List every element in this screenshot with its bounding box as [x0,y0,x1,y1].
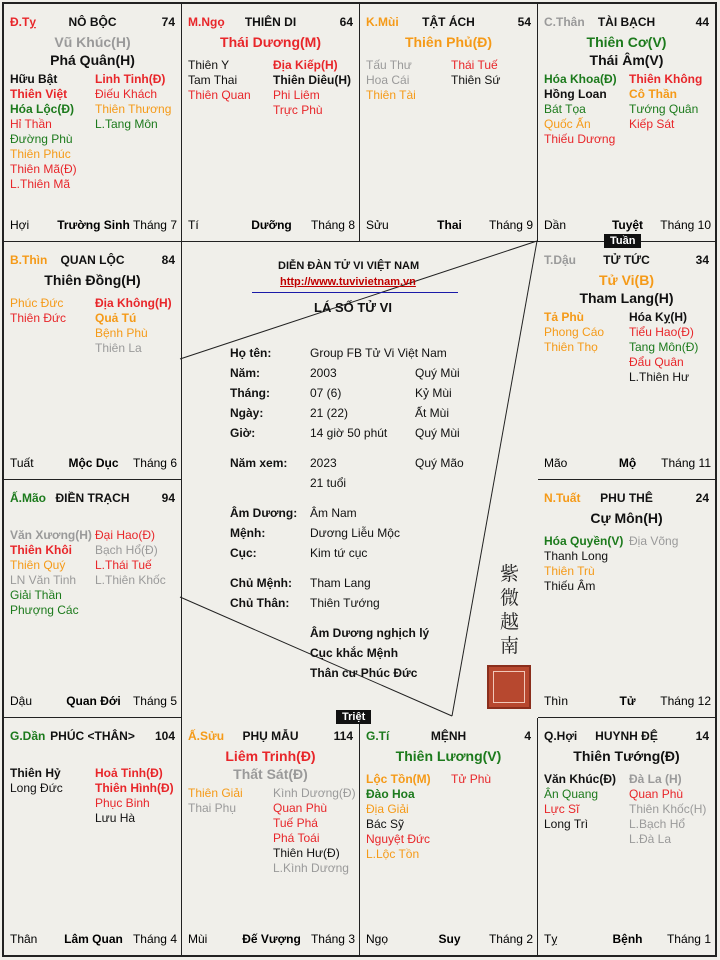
red-seal-stamp [487,665,531,709]
palace-position: Hợi [10,218,30,232]
palace-score: 74 [161,15,175,29]
palace-position: Dần [544,218,567,232]
label-day: Ngày: [230,406,264,420]
minor-star: Bác Sỹ [366,817,405,831]
palace-branch: Q.Hợi [544,729,578,743]
minor-star: L.Lộc Tồn [366,847,420,861]
minor-star: L.Thiên Khốc [95,573,166,587]
minor-star: Thiên Diêu(H) [273,73,351,87]
palace-name: QUAN LỘC [60,253,125,267]
chart-title: LÁ SỐ TỬ VI [314,300,392,315]
value-hour: 14 giờ 50 phút [310,426,388,440]
palace-month: Tháng 12 [660,694,711,708]
value-month-canchi: Kỷ Mùi [415,386,452,400]
palace-month: Tháng 10 [660,218,711,232]
minor-star: Đẩu Quân [629,355,684,369]
note-1: Âm Dương nghịch lý [310,626,430,640]
major-star: Thiên Tướng(Đ) [573,748,680,764]
palace-month: Tháng 7 [132,218,177,232]
minor-star: Hóa Khoa(Đ) [544,72,617,86]
major-star: Thiên Cơ(V) [586,34,667,50]
minor-star: Hữu Bật [10,72,58,86]
value-chu-than: Thiên Tướng [310,596,380,610]
minor-star: Thiên Mã(Đ) [10,162,77,176]
value-day: 21 (22) [310,406,349,420]
palace-score: 24 [695,491,709,505]
palace-month: Tháng 6 [132,456,177,470]
minor-star: Thanh Long [544,549,609,563]
minor-star: Thiên Đức [10,311,67,325]
minor-star: Giải Thần [10,588,62,602]
palace-position: Tí [188,218,199,232]
palace-name: MỆNH [430,729,467,743]
minor-star: Tang Môn(Đ) [629,340,699,354]
center-info-panel [180,240,536,716]
value-month: 07 (6) [310,386,342,400]
palace-branch: Đ.Tỵ [10,15,37,29]
note-3: Thân cư Phúc Đức [310,666,418,680]
label-chu-than: Chủ Thân: [230,596,290,610]
minor-star: Hóa Lộc(Đ) [10,102,74,116]
life-stage: Lâm Quan [64,932,123,946]
minor-star: Thiên Sứ [451,73,501,87]
palace-month: Tháng 11 [661,456,711,470]
palace-name: ĐIỀN TRẠCH [55,491,130,505]
minor-star: Thai Phụ [188,801,237,815]
value-menh: Dương Liễu Mộc [310,526,400,540]
minor-star: Địa Giải [366,802,409,816]
minor-star: Văn Xương(H) [10,528,92,542]
palace-branch: M.Ngọ [188,15,225,29]
minor-star: Long Đức [10,781,63,795]
minor-star: Kình Dương(Đ) [273,786,356,800]
minor-star: Đại Hao(Đ) [95,528,156,542]
minor-star: Phá Toái [273,831,320,845]
minor-star: Lộc Tồn(M) [366,772,431,786]
palace-name: THIÊN DI [244,15,297,29]
minor-star: Thiên Khôi [10,543,72,557]
minor-star: Thiên Không [629,72,703,86]
value-year-canchi: Quý Mùi [415,366,460,380]
minor-star: L.Thiên Mã [10,177,71,191]
minor-star: Thiên Hình(Đ) [95,781,174,795]
palace-score: 4 [524,729,531,743]
minor-star: Tiểu Hao(Đ) [629,325,694,339]
value-view-year: 2023 [310,456,337,470]
minor-star: Đường Phù [10,132,73,146]
minor-star: LN Văn Tinh [10,573,77,587]
minor-star: Thiên Quan [188,88,251,102]
minor-star: Hoa Cái [366,73,410,87]
minor-star: L.Thiên Hư [629,370,690,384]
palace-score: 44 [695,15,709,29]
palace-score: 14 [695,729,709,743]
minor-star: L.Bạch Hổ [629,817,686,831]
minor-star: Quan Phù [629,787,684,801]
minor-star: Tuế Phá [273,816,318,830]
life-stage: Bệnh [612,932,643,946]
label-month: Tháng: [230,386,270,400]
life-stage: Trường Sinh [57,218,130,232]
value-age: 21 tuổi [310,476,347,490]
value-hour-canchi: Quý Mùi [415,426,460,440]
palace-name: TÀI BẠCH [597,15,656,29]
palace-score: 64 [339,15,353,29]
palace-month: Tháng 9 [488,218,533,232]
minor-star: Thiên La [95,341,142,355]
palace-month: Tháng 4 [132,932,177,946]
minor-star: Điếu Khách [95,87,158,101]
minor-star: Phục Binh [95,796,150,810]
palace-name: PHÚC <THÂN> [50,729,135,743]
palace-branch: B.Thìn [10,253,48,267]
minor-star: Hoả Tinh(Đ) [95,766,163,780]
minor-star: Phi Liêm [273,88,320,102]
value-name: Group FB Tử Vi Việt Nam [310,346,447,360]
minor-star: Quả Tú [95,311,137,325]
minor-star: Tử Phù [451,772,492,786]
palace-position: Mão [544,456,568,470]
palace-position: Dậu [10,694,33,708]
palace-position: Sửu [366,218,389,232]
value-cuc: Kim tứ cục [310,546,368,560]
palace-position: Ngọ [366,932,389,946]
minor-star: Tướng Quân [629,102,699,116]
minor-star: Quan Phù [273,801,328,815]
minor-star: Thiên Thọ [544,340,598,354]
minor-star: Bạch Hổ(Đ) [95,543,158,557]
major-star: Liêm Trinh(Đ) [225,748,316,764]
value-year: 2003 [310,366,337,380]
minor-star: Trực Phù [273,103,323,117]
minor-star: Thiếu Âm [544,579,596,593]
label-year: Năm: [230,366,261,380]
minor-star: Đào Hoa [366,787,415,801]
label-hour: Giờ: [230,426,256,440]
palace-position: Thân [10,932,38,946]
minor-star: Thiên Hỷ [10,766,61,780]
palace-month: Tháng 1 [666,932,711,946]
label-view-year: Năm xem: [230,456,288,470]
label-chu-menh: Chủ Mệnh: [230,576,292,590]
minor-star: Văn Khúc(Đ) [544,772,616,786]
calligraphy-text: 紫微越南 [500,563,520,657]
palace-position: Mùi [188,932,208,946]
minor-star: Nguyệt Đức [366,832,431,846]
palace-month: Tháng 5 [132,694,177,708]
palace-branch: Ấ.Sửu [188,729,225,743]
label-menh: Mệnh: [230,526,266,540]
palace-branch: K.Mùi [366,15,399,29]
palace-score: 34 [695,253,709,267]
palace-branch: Ấ.Mão [10,491,46,505]
minor-star: Thiên Phúc [10,147,71,161]
palace-month: Tháng 2 [488,932,533,946]
minor-star: Địa Võng [629,534,679,548]
minor-star: Kiếp Sát [629,117,675,131]
minor-star: Địa Kiếp(H) [273,58,338,72]
palace-branch: G.Tí [366,729,390,743]
major-star: Thái Dương(M) [220,34,321,50]
life-stage: Mộc Dục [68,456,119,470]
minor-star: Tả Phù [544,310,585,324]
label-name: Họ tên: [230,346,272,360]
minor-star: Lưu Hà [95,811,136,825]
minor-star: Tam Thai [188,73,238,87]
major-star: Thiên Phủ(Đ) [404,34,493,50]
major-star: Thái Âm(V) [589,52,664,68]
palace-position: Thìn [544,694,569,708]
value-view-year-canchi: Quý Mão [415,456,464,470]
minor-star: Hỉ Thần [10,117,52,131]
value-chu-menh: Tham Lang [310,576,371,590]
minor-star: Cô Thần [629,87,677,101]
palace-name: PHỤ MẪU [242,729,299,743]
major-star: Vũ Khúc(H) [54,34,131,50]
tuan-marker: Tuần [604,234,641,248]
palace-score: 84 [161,253,175,267]
palace-month: Tháng 3 [310,932,355,946]
label-amduong: Âm Dương: [230,506,298,520]
life-stage: Tử [619,694,636,708]
minor-star: Bát Tọa [544,102,586,116]
palace-name: TỬ TỨC [603,253,650,267]
life-stage: Mộ [618,456,637,470]
value-amduong: Âm Nam [310,506,357,520]
minor-star: Thiên Giải [188,786,243,800]
minor-star: Thiếu Dương [544,132,616,146]
minor-star: Thiên Quý [10,558,66,572]
major-star: Tham Lang(H) [579,290,674,306]
life-stage: Tuyệt [611,218,644,232]
minor-star: Lực Sĩ [544,802,580,816]
minor-star: Thiên Y [188,58,230,72]
minor-star: Phúc Đức [10,296,64,310]
minor-star: Phong Cáo [544,325,605,339]
palace-branch: C.Thân [544,15,585,29]
life-stage: Đế Vượng [242,932,301,946]
label-cuc: Cục: [230,546,257,560]
palace-position: Tuất [10,456,34,470]
palace-branch: G.Dần [10,729,46,743]
palace-name: HUYNH ĐỆ [595,729,658,743]
life-stage: Thai [437,218,462,232]
note-2: Cục khắc Mệnh [310,646,399,660]
minor-star: L.Thái Tuế [95,558,152,572]
minor-star: Thiên Trù [544,564,595,578]
minor-star: Hóa Quyền(V) [544,534,624,548]
minor-star: Đà La (H) [629,772,682,786]
minor-star: L.Kình Dương [273,861,349,875]
palace-name: NÔ BỘC [68,15,117,29]
minor-star: Thiên Việt [10,87,68,101]
life-stage: Suy [438,932,461,946]
minor-star: Linh Tinh(Đ) [95,72,166,86]
palace-position: Tỵ [544,932,558,946]
minor-star: Địa Không(H) [95,296,172,310]
minor-star: Thái Tuế [451,58,498,72]
life-stage: Quan Đới [66,694,121,708]
minor-star: Tấu Thư [366,58,412,72]
palace-branch: N.Tuất [544,491,581,505]
minor-star: Hóa Kỵ(H) [629,310,688,324]
palace-score: 54 [517,15,531,29]
palace-score: 94 [161,491,175,505]
major-star: Thiên Lương(V) [395,748,502,764]
life-stage: Dưỡng [251,218,292,232]
major-star: Tử Vi(B) [599,272,654,288]
major-star: Cự Môn(H) [590,510,663,526]
minor-star: L.Tang Môn [95,117,158,131]
major-star: Thất Sát(Đ) [233,766,308,782]
forum-name: DIỄN ĐÀN TỬ VI VIỆT NAM [278,260,420,272]
major-star: Phá Quân(H) [50,52,135,68]
minor-star: Thiên Hư(Đ) [273,846,340,860]
minor-star: L.Đà La [629,832,672,846]
minor-star: Thiên Khốc(H) [629,802,707,816]
triet-marker: Triệt [336,710,371,724]
minor-star: Bệnh Phù [95,326,148,340]
header-rule [252,292,458,293]
palace-name: PHU THÊ [600,491,653,505]
minor-star: Hồng Loan [544,87,607,101]
minor-star: Long Trì [544,817,589,831]
value-day-canchi: Ất Mùi [415,406,450,420]
minor-star: Phượng Các [10,603,79,617]
minor-star: Quốc Ấn [544,117,591,131]
palace-score: 104 [154,729,175,743]
palace-branch: T.Dậu [544,253,577,267]
minor-star: Thiên Thương [95,102,172,116]
minor-star: Ân Quang [544,787,599,801]
palace-month: Tháng 8 [310,218,355,232]
minor-star: Thiên Tài [366,88,416,102]
major-star: Thiên Đồng(H) [44,272,141,288]
forum-url[interactable]: http://www.tuvivietnam.vn [280,276,416,288]
palace-score: 114 [333,729,353,743]
palace-name: TẬT ÁCH [422,15,475,29]
